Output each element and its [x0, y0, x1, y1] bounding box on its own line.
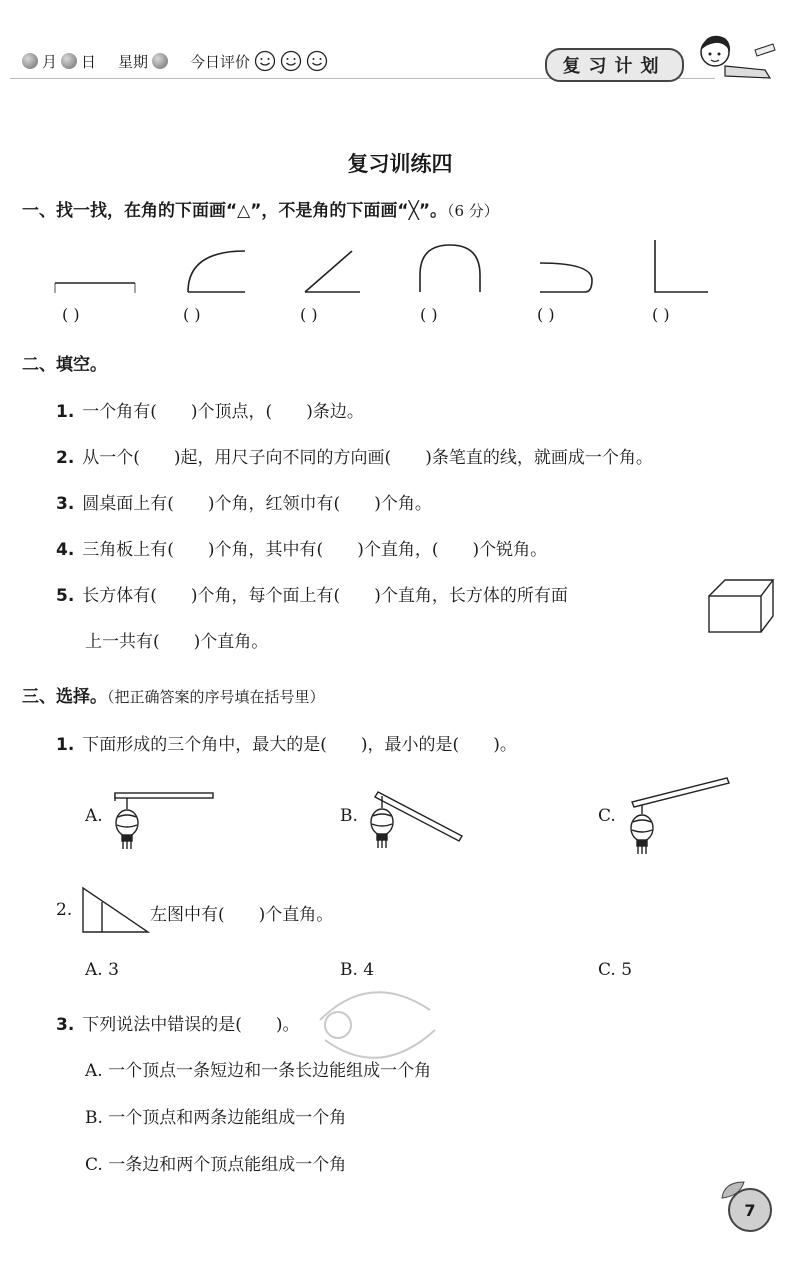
- page-number: 7: [728, 1188, 772, 1232]
- cuboid-figure: [705, 576, 777, 636]
- girl-reading-icon: [685, 30, 780, 85]
- option-label: C. 5: [598, 960, 633, 980]
- lantern-angle-b: [362, 778, 472, 856]
- section1-heading-text: 一、找一找，在角的下面画“△”，不是角的下面画“╳”。: [22, 201, 447, 221]
- weekday-label: 星期: [118, 52, 149, 71]
- circle-icon: [22, 53, 38, 69]
- watermark-seal: [300, 970, 450, 1080]
- fill-item: 5. 长方体有( )个角，每个面上有( )个直角，长方体的所有面: [56, 586, 568, 606]
- option-label: A. 3: [85, 960, 119, 980]
- figure-arc-corner: [188, 251, 245, 292]
- smiley-icon: [280, 50, 302, 72]
- figure-right-angle: [655, 240, 708, 292]
- circle-icon: [61, 53, 77, 69]
- figure-half-round: [540, 263, 592, 292]
- option-label: B.: [340, 806, 358, 826]
- header-date-rating: [22, 50, 328, 72]
- circle-icon: [152, 53, 168, 69]
- angle-figures: [40, 235, 740, 300]
- choice-question: 1. 下面形成的三个角中，最大的是( )，最小的是( )。: [56, 735, 517, 755]
- option-label: C.: [598, 806, 616, 826]
- answer-paren[interactable]: ( ): [300, 305, 318, 324]
- figure-acute-angle: [305, 251, 360, 292]
- section3-heading-text: 三、选择。: [22, 687, 107, 707]
- lantern-angle-c: [622, 772, 737, 856]
- section2-heading: 二、填空。: [22, 355, 107, 375]
- lantern-angle-a: [105, 785, 220, 855]
- day-label: 日: [81, 52, 97, 71]
- choice-question-text: 左图中有( )个直角。: [150, 905, 334, 925]
- review-plan-banner: 复习计划: [545, 48, 684, 82]
- fill-item-continuation: 上一共有( )个直角。: [85, 632, 269, 652]
- option-label: C. 一条边和两个顶点能组成一个角: [85, 1155, 347, 1175]
- choice-question-num: 2.: [56, 900, 73, 920]
- answer-paren[interactable]: ( ): [183, 305, 201, 324]
- answer-paren[interactable]: ( ): [652, 305, 670, 324]
- triangle-figure: [80, 885, 152, 935]
- fill-item: 4. 三角板上有( )个角，其中有( )个直角，( )个锐角。: [56, 540, 548, 560]
- smiley-icon: [254, 50, 276, 72]
- figure-arch: [420, 245, 480, 292]
- section1-score: （6 分）: [447, 202, 499, 220]
- choice-question: 3. 下列说法中错误的是( )。: [56, 1015, 300, 1035]
- option-label: B. 4: [340, 960, 375, 980]
- option-label: A.: [85, 806, 103, 826]
- section3-note: （把正确答案的序号填在括号里）: [107, 688, 325, 706]
- leaf-icon: [718, 1178, 748, 1202]
- fill-item: 3. 圆桌面上有( )个角，红领巾有( )个角。: [56, 494, 432, 514]
- fill-item: 1. 一个角有( )个顶点，( )条边。: [56, 402, 364, 422]
- option-label: A. 一个顶点一条短边和一条长边能组成一个角: [85, 1061, 432, 1081]
- section1-heading: [22, 196, 499, 221]
- answer-paren[interactable]: ( ): [420, 305, 438, 324]
- page-title: 复习训练四: [347, 152, 453, 176]
- month-label: 月: [42, 52, 58, 71]
- answer-paren[interactable]: ( ): [537, 305, 555, 324]
- option-label: B. 一个顶点和两条边能组成一个角: [85, 1108, 347, 1128]
- section3-heading: [22, 682, 325, 707]
- answer-paren[interactable]: ( ): [62, 305, 80, 324]
- smiley-icon: [306, 50, 328, 72]
- fill-item: 2. 从一个( )起，用尺子向不同的方向画( )条笔直的线，就画成一个角。: [56, 448, 653, 468]
- rating-label: 今日评价: [190, 52, 251, 71]
